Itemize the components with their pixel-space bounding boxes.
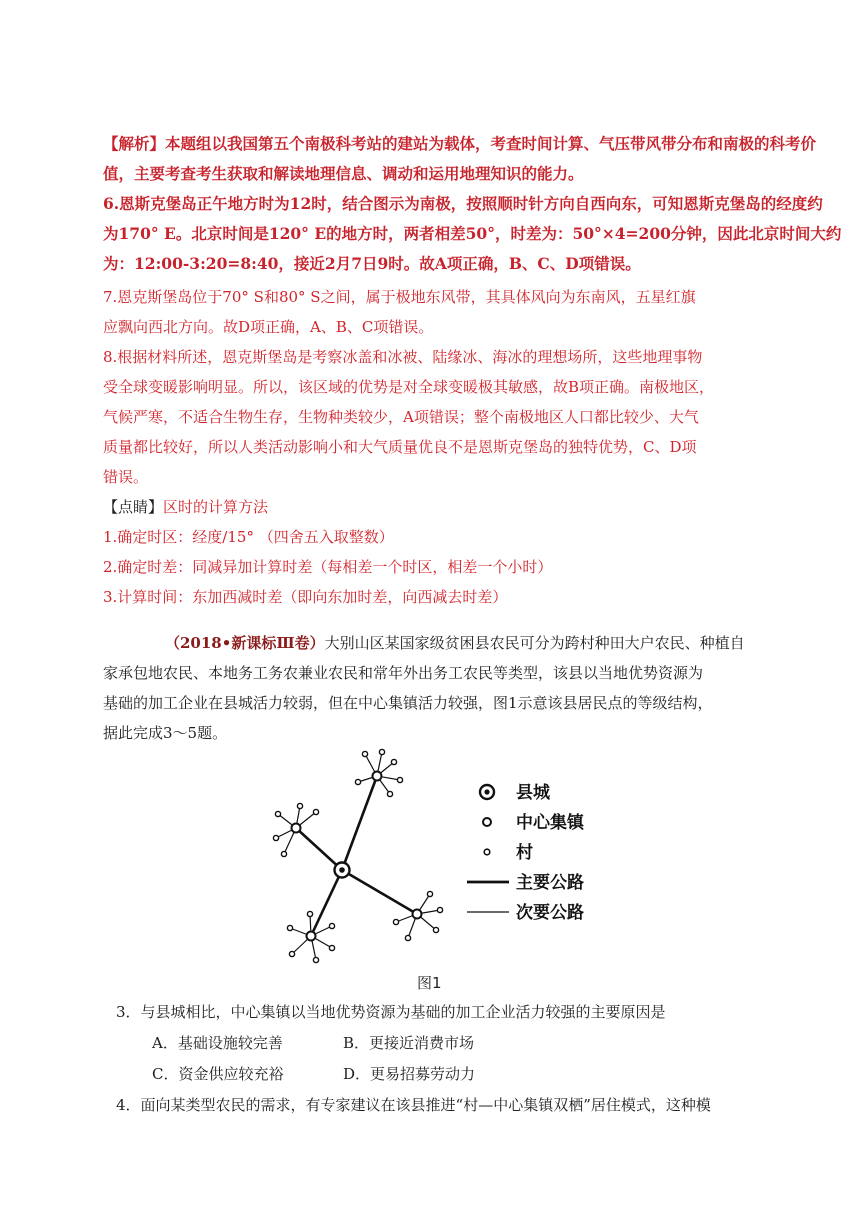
tip-item-2: 2.确定时差：同减异加计算时差（每相差一个时区，相差一个小时）: [103, 558, 553, 576]
legend-central-town: 中心集镇: [516, 813, 584, 833]
question-intro-first: 大别山区某国家级贫困县农民可分为跨村种田大户农民、种植自: [324, 634, 745, 652]
question-intro-line-3: 基础的加工企业在县城活力较弱，但在中心集镇活力较强，图1示意该县居民点的等级结构，: [103, 694, 713, 712]
question-3-stem: 3．与县城相比，中心集镇以当地优势资源为基础的加工企业活力较强的主要原因是: [116, 1003, 666, 1021]
analysis-line-5: 为：12:00-3:20=8:40，接近2月7日9时。故A项正确，B、C、D项错误。: [103, 254, 641, 273]
tip-heading-rest: 区时的计算方法: [163, 498, 269, 516]
question-3-option-d[interactable]: D．更易招募劳动力: [343, 1065, 476, 1083]
answer-line-2: 应飘向西北方向。故D项正确，A、B、C项错误。: [103, 318, 434, 336]
analysis-line-1: 【解析】本题组以我国第五个南极科考站的建站为载体，考查时间计算、气压带风带分布和南极的科考价: [103, 134, 817, 153]
question-3-option-b[interactable]: B．更接近消费市场: [343, 1034, 475, 1052]
answer-line-7: 错误。: [103, 468, 149, 486]
village-markers: [273, 749, 442, 962]
question-4-stem: 4．面向某类型农民的需求，有专家建议在该县推进“村—中心集镇双栖”居住模式，这种模: [116, 1096, 711, 1114]
tip-item-1: 1.确定时区：经度/15° （四舍五入取整数）: [103, 528, 394, 546]
county-town-marker: [335, 863, 350, 878]
tip-heading: [103, 492, 743, 522]
analysis-line-2: 值，主要考查考生获取和解读地理信息、调动和运用地理知识的能力。: [103, 164, 584, 183]
figure-caption: 图1: [417, 974, 442, 992]
legend-village: 村: [516, 843, 533, 863]
answer-line-6: 质量都比较好，所以人类活动影响小和大气质量优良不是恩斯克堡岛的独特优势，C、D项: [103, 438, 697, 456]
analysis-line-3: 6.恩斯克堡岛正午地方时为12时，结合图示为南极，按照顺时针方向自西向东，可知恩斯克堡岛的经度约: [103, 194, 823, 213]
answer-line-5: 气候严寒，不适合生物生存，生物种类较少，A项错误；整个南极地区人口都比较少、大气: [103, 408, 699, 426]
answer-line-4: 受全球变暖影响明显。所以，该区域的优势是对全球变暖极其敏感，故B项正确。南极地区，: [103, 378, 715, 396]
question-intro-line-2: 家承包地农民、本地务工务农兼业农民和常年外出务工农民等类型，该县以当地优势资源为: [103, 664, 704, 682]
question-3-option-a[interactable]: A．基础设施较完善: [152, 1034, 283, 1052]
question-intro-line-4: 据此完成3～5题。: [103, 724, 228, 742]
answer-line-1: 7.恩克斯堡岛位于70° S和80° S之间，属于极地东风带，其具体风向为东南风，五星红旗: [103, 288, 696, 306]
legend-secondary-road: 次要公路: [516, 903, 584, 923]
question-intro-line-1: [165, 628, 745, 658]
question-3-option-c[interactable]: C．资金供应较充裕: [152, 1065, 284, 1083]
legend: [467, 783, 585, 923]
settlement-hierarchy-diagram: [270, 742, 610, 972]
tip-heading-word: 点睛: [118, 498, 149, 516]
question-source: （2018•新课标Ⅲ卷）: [165, 634, 325, 652]
tip-item-3: 3.计算时间：东加西减时差（即向东加时差，向西减去时差）: [103, 588, 508, 606]
analysis-line-4: 为170° E。北京时间是120° E的地方时，两者相差50°，时差为：50°×4=200分钟，因此北京时间大约: [103, 224, 842, 243]
legend-main-road: 主要公路: [516, 873, 584, 893]
main-roads: [296, 776, 417, 936]
legend-county-town: 县城: [516, 783, 550, 803]
tip-bracket-open: 【: [103, 498, 119, 516]
tip-bracket-close: 】: [148, 498, 164, 516]
answer-line-3: 8.根据材料所述，恩克斯堡岛是考察冰盖和冰被、陆缘冰、海冰的理想场所，这些地理事物: [103, 348, 703, 366]
